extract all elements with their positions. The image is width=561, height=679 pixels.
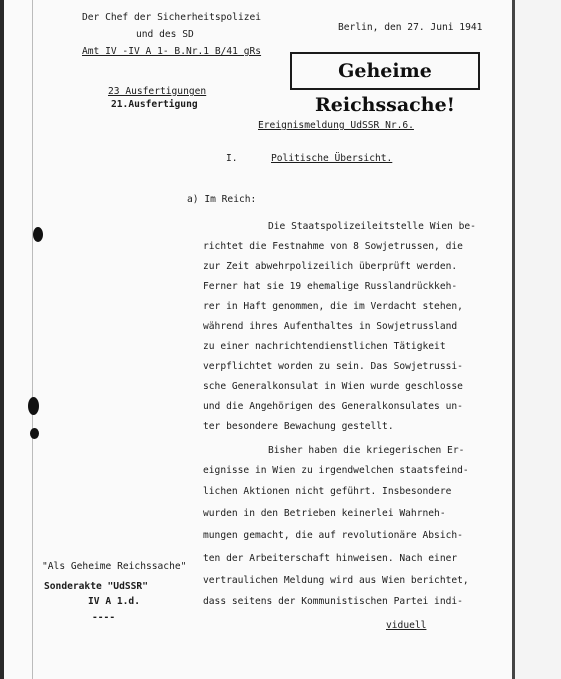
- body-line: rer in Haft genommen, die im Verdacht stehen,: [203, 301, 463, 312]
- copies-total: [108, 86, 206, 98]
- scan-edge-left: [0, 0, 4, 679]
- body-line: Ferner hat sie 19 ehemalige Russlandrückkeh-: [203, 281, 458, 292]
- section-title: Politische Übersicht.: [271, 153, 393, 164]
- body-line: verpflichtet worden zu sein. Das Sowjetrussi-: [203, 361, 463, 372]
- body-line: mungen gemacht, die auf revolutionäre Absich-: [203, 530, 463, 541]
- body-line: und die Angehörigen des Generalkonsulates un-: [203, 401, 463, 412]
- subsection-text: a) Im Reich:: [187, 194, 257, 205]
- secret-stamp: Geheime Reichssache!: [290, 52, 480, 90]
- file-note: "Als Geheime Reichssache": [42, 561, 187, 572]
- body-line: sche Generalkonsulat in Wien wurde geschlosse: [203, 381, 463, 392]
- body-line: zur Zeit abwehrpolizeilich überprüft werden.: [203, 261, 458, 272]
- report-title: Ereignismeldung UdSSR Nr.6.: [258, 120, 414, 131]
- copies-total-text: 23 Ausfertigungen: [108, 86, 207, 97]
- body-line: dass seitens der Kommunistischen Partei indi-: [203, 596, 463, 607]
- punch-hole-top: [33, 227, 43, 242]
- margin-rule: [32, 0, 33, 679]
- body-line: vertraulichen Meldung wird aus Wien berichtet,: [203, 575, 469, 586]
- body-line: Bisher haben die kriegerischen Er-: [268, 445, 465, 456]
- section-number: I.: [226, 153, 238, 164]
- body-line: richtet die Festnahme von 8 Sowjetrussen, die: [203, 241, 463, 252]
- punch-hole-middle: [28, 397, 39, 415]
- sender-line-1: Der Chef der Sicherheitspolizei: [82, 12, 262, 23]
- body-line: ten der Arbeiterschaft hinweisen. Nach einer: [203, 553, 458, 564]
- reference-number: Amt IV -IV A 1- B.Nr.1 B/41 gRs: [82, 46, 262, 57]
- place-date: Berlin, den 27. Juni 1941: [338, 22, 483, 33]
- punch-hole-lower: [30, 428, 39, 439]
- body-line: zu einer nachrichtendienstlichen Tätigkeit: [203, 341, 446, 352]
- body-line-continued: viduell: [386, 620, 427, 631]
- footer-dash: ----: [92, 612, 116, 623]
- special-file: Sonderakte "UdSSR": [44, 581, 148, 592]
- body-line: ter besondere Bewachung gestellt.: [203, 421, 394, 432]
- copy-number: 21.Ausfertigung: [111, 99, 198, 110]
- body-line: wurden in den Betrieben keinerlei Wahrneh-: [203, 508, 446, 519]
- body-line: eignisse in Wien zu irgendwelchen staatsfeind-: [203, 465, 469, 476]
- office-code: IV A 1.d.: [88, 596, 140, 607]
- scan-edge-right: [515, 0, 561, 679]
- body-line: Die Staatspolizeileitstelle Wien be-: [268, 221, 476, 232]
- subsection-heading: [187, 194, 256, 206]
- sender-line-2: und des SD: [136, 29, 194, 40]
- body-line: lichen Aktionen nicht geführt. Insbesondere: [203, 486, 452, 497]
- body-line: während ihres Aufenthaltes in Sowjetrussland: [203, 321, 458, 332]
